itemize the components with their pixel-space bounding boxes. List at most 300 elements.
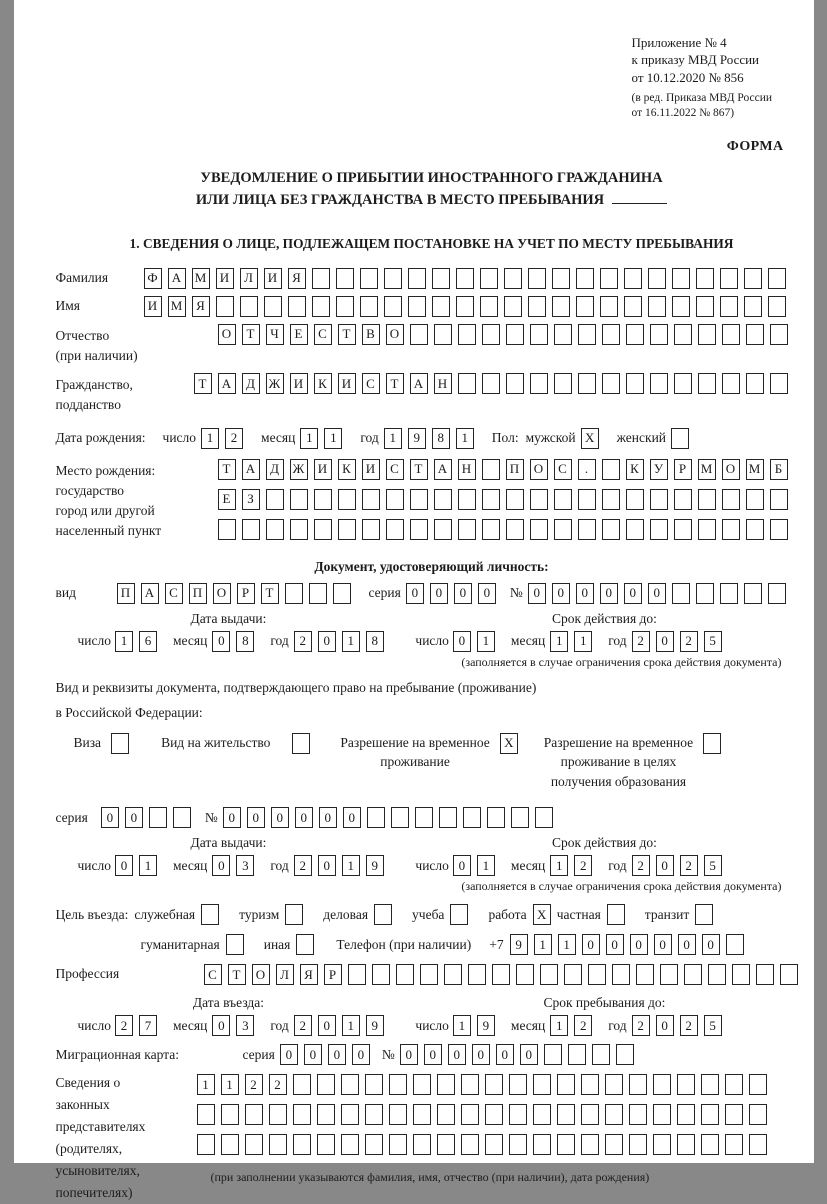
char-cell[interactable]: [780, 964, 798, 985]
char-cell[interactable]: 1: [550, 631, 568, 652]
char-cell[interactable]: [314, 519, 332, 540]
char-cell[interactable]: [245, 1104, 263, 1125]
char-cell[interactable]: 5: [704, 1015, 722, 1036]
char-cell[interactable]: [485, 1074, 503, 1095]
char-cell[interactable]: Т: [218, 459, 236, 480]
char-cell[interactable]: [413, 1074, 431, 1095]
char-cell[interactable]: А: [434, 459, 452, 480]
char-cell[interactable]: 0: [552, 583, 570, 604]
char-cell[interactable]: В: [362, 324, 380, 345]
char-cell[interactable]: [341, 1104, 359, 1125]
char-cell[interactable]: [648, 268, 666, 289]
temp-residence-checkbox[interactable]: [500, 733, 524, 754]
char-cell[interactable]: [173, 807, 191, 828]
purpose-other-checkbox[interactable]: [296, 934, 320, 955]
char-cell[interactable]: [410, 324, 428, 345]
char-cell[interactable]: [264, 296, 282, 317]
char-cell[interactable]: [626, 324, 644, 345]
char-cell[interactable]: [317, 1104, 335, 1125]
char-cell[interactable]: [749, 1104, 767, 1125]
char-cell[interactable]: 0: [101, 807, 119, 828]
char-cell[interactable]: [434, 324, 452, 345]
checkbox-cell[interactable]: [450, 904, 468, 925]
char-cell[interactable]: [221, 1134, 239, 1155]
char-cell[interactable]: [444, 964, 462, 985]
char-cell[interactable]: 0: [280, 1044, 298, 1065]
char-cell[interactable]: 2: [294, 855, 312, 876]
char-cell[interactable]: [554, 489, 572, 510]
char-cell[interactable]: [336, 296, 354, 317]
char-cell[interactable]: 2: [269, 1074, 287, 1095]
char-cell[interactable]: [653, 1104, 671, 1125]
char-cell[interactable]: [602, 489, 620, 510]
char-cell[interactable]: [578, 489, 596, 510]
char-cell[interactable]: [616, 1044, 634, 1065]
char-cell[interactable]: [578, 519, 596, 540]
purpose-business-checkbox[interactable]: [374, 904, 398, 925]
char-cell[interactable]: [698, 373, 716, 394]
char-cell[interactable]: К: [626, 459, 644, 480]
purpose-transit-checkbox[interactable]: [695, 904, 719, 925]
char-cell[interactable]: [365, 1074, 383, 1095]
char-cell[interactable]: [506, 489, 524, 510]
char-cell[interactable]: 8: [366, 631, 384, 652]
char-cell[interactable]: [396, 964, 414, 985]
char-cell[interactable]: 1: [197, 1074, 215, 1095]
checkbox-cell[interactable]: [671, 428, 689, 449]
char-cell[interactable]: [516, 964, 534, 985]
char-cell[interactable]: Р: [237, 583, 255, 604]
citizenship-cells[interactable]: [194, 373, 794, 394]
char-cell[interactable]: 0: [496, 1044, 514, 1065]
char-cell[interactable]: [338, 489, 356, 510]
char-cell[interactable]: [389, 1104, 407, 1125]
char-cell[interactable]: [602, 373, 620, 394]
char-cell[interactable]: [461, 1104, 479, 1125]
char-cell[interactable]: [530, 489, 548, 510]
char-cell[interactable]: 3: [236, 855, 254, 876]
char-cell[interactable]: Б: [770, 459, 788, 480]
char-cell[interactable]: 0: [624, 583, 642, 604]
char-cell[interactable]: [266, 489, 284, 510]
char-cell[interactable]: [600, 268, 618, 289]
char-cell[interactable]: 2: [680, 855, 698, 876]
char-cell[interactable]: Н: [434, 373, 452, 394]
char-cell[interactable]: [437, 1074, 455, 1095]
char-cell[interactable]: 3: [236, 1015, 254, 1036]
checkbox-cell[interactable]: [285, 904, 303, 925]
char-cell[interactable]: 1: [574, 631, 592, 652]
char-cell[interactable]: 0: [318, 1015, 336, 1036]
char-cell[interactable]: 1: [201, 428, 219, 449]
char-cell[interactable]: [672, 268, 690, 289]
char-cell[interactable]: 0: [702, 934, 720, 955]
identity-issue-day-cells[interactable]: [115, 631, 163, 652]
char-cell[interactable]: 1: [139, 855, 157, 876]
char-cell[interactable]: З: [242, 489, 260, 510]
char-cell[interactable]: [726, 934, 744, 955]
char-cell[interactable]: [576, 268, 594, 289]
char-cell[interactable]: А: [168, 268, 186, 289]
purpose-work-checkbox[interactable]: [533, 904, 557, 925]
char-cell[interactable]: [660, 964, 678, 985]
char-cell[interactable]: Ф: [144, 268, 162, 289]
char-cell[interactable]: [533, 1134, 551, 1155]
char-cell[interactable]: Я: [288, 268, 306, 289]
char-cell[interactable]: 2: [632, 1015, 650, 1036]
char-cell[interactable]: 0: [576, 583, 594, 604]
char-cell[interactable]: 9: [477, 1015, 495, 1036]
char-cell[interactable]: И: [314, 459, 332, 480]
char-cell[interactable]: К: [314, 373, 332, 394]
char-cell[interactable]: [362, 519, 380, 540]
char-cell[interactable]: А: [242, 459, 260, 480]
char-cell[interactable]: [511, 807, 529, 828]
char-cell[interactable]: [432, 296, 450, 317]
char-cell[interactable]: А: [410, 373, 428, 394]
char-cell[interactable]: 0: [654, 934, 672, 955]
checkbox-cell[interactable]: [374, 904, 392, 925]
char-cell[interactable]: [557, 1074, 575, 1095]
char-cell[interactable]: М: [168, 296, 186, 317]
char-cell[interactable]: [506, 519, 524, 540]
char-cell[interactable]: 1: [477, 631, 495, 652]
char-cell[interactable]: [269, 1134, 287, 1155]
stay-valid-day-cells[interactable]: [453, 855, 501, 876]
char-cell[interactable]: [672, 583, 690, 604]
char-cell[interactable]: [722, 519, 740, 540]
char-cell[interactable]: У: [650, 459, 668, 480]
char-cell[interactable]: [317, 1134, 335, 1155]
char-cell[interactable]: 0: [125, 807, 143, 828]
char-cell[interactable]: 0: [247, 807, 265, 828]
char-cell[interactable]: 0: [606, 934, 624, 955]
char-cell[interactable]: Ч: [266, 324, 284, 345]
char-cell[interactable]: 0: [318, 855, 336, 876]
char-cell[interactable]: [197, 1104, 215, 1125]
char-cell[interactable]: Н: [458, 459, 476, 480]
char-cell[interactable]: [506, 373, 524, 394]
char-cell[interactable]: [557, 1104, 575, 1125]
char-cell[interactable]: [348, 964, 366, 985]
profession-cells[interactable]: [204, 964, 804, 985]
char-cell[interactable]: [746, 324, 764, 345]
char-cell[interactable]: Д: [242, 373, 260, 394]
char-cell[interactable]: [456, 268, 474, 289]
char-cell[interactable]: 1: [477, 855, 495, 876]
char-cell[interactable]: [410, 489, 428, 510]
char-cell[interactable]: М: [746, 459, 764, 480]
char-cell[interactable]: 0: [472, 1044, 490, 1065]
char-cell[interactable]: [365, 1104, 383, 1125]
char-cell[interactable]: [554, 373, 572, 394]
birth-month-cells[interactable]: [300, 428, 348, 449]
char-cell[interactable]: [242, 519, 260, 540]
char-cell[interactable]: С: [204, 964, 222, 985]
birth-place-cells-row3[interactable]: [218, 519, 794, 540]
surname-cells[interactable]: [144, 268, 792, 289]
char-cell[interactable]: [509, 1074, 527, 1095]
char-cell[interactable]: [269, 1104, 287, 1125]
char-cell[interactable]: [463, 807, 481, 828]
sex-female-checkbox[interactable]: [671, 428, 695, 449]
char-cell[interactable]: [720, 296, 738, 317]
char-cell[interactable]: [410, 519, 428, 540]
char-cell[interactable]: 1: [534, 934, 552, 955]
char-cell[interactable]: 0: [400, 1044, 418, 1065]
char-cell[interactable]: [674, 489, 692, 510]
char-cell[interactable]: [408, 268, 426, 289]
char-cell[interactable]: [746, 373, 764, 394]
char-cell[interactable]: [581, 1104, 599, 1125]
char-cell[interactable]: 1: [384, 428, 402, 449]
char-cell[interactable]: 1: [115, 631, 133, 652]
char-cell[interactable]: [509, 1104, 527, 1125]
char-cell[interactable]: [581, 1074, 599, 1095]
char-cell[interactable]: 0: [319, 807, 337, 828]
char-cell[interactable]: 1: [550, 855, 568, 876]
char-cell[interactable]: [528, 296, 546, 317]
checkbox-cell[interactable]: [226, 934, 244, 955]
char-cell[interactable]: [413, 1104, 431, 1125]
char-cell[interactable]: [245, 1134, 263, 1155]
char-cell[interactable]: [485, 1104, 503, 1125]
stay-valid-month-cells[interactable]: [550, 855, 598, 876]
char-cell[interactable]: [698, 519, 716, 540]
char-cell[interactable]: [605, 1074, 623, 1095]
char-cell[interactable]: [722, 324, 740, 345]
char-cell[interactable]: 0: [520, 1044, 538, 1065]
char-cell[interactable]: О: [252, 964, 270, 985]
checkbox-cell[interactable]: [703, 733, 721, 754]
char-cell[interactable]: [314, 489, 332, 510]
char-cell[interactable]: 5: [704, 631, 722, 652]
char-cell[interactable]: 0: [424, 1044, 442, 1065]
char-cell[interactable]: [674, 373, 692, 394]
char-cell[interactable]: [456, 296, 474, 317]
char-cell[interactable]: Я: [192, 296, 210, 317]
char-cell[interactable]: [653, 1134, 671, 1155]
char-cell[interactable]: [372, 964, 390, 985]
char-cell[interactable]: [389, 1134, 407, 1155]
char-cell[interactable]: Е: [218, 489, 236, 510]
char-cell[interactable]: [506, 324, 524, 345]
stay-issue-year-cells[interactable]: [294, 855, 390, 876]
char-cell[interactable]: 0: [352, 1044, 370, 1065]
char-cell[interactable]: [576, 296, 594, 317]
char-cell[interactable]: 0: [648, 583, 666, 604]
sex-male-checkbox[interactable]: [581, 428, 605, 449]
given-name-cells[interactable]: [144, 296, 792, 317]
char-cell[interactable]: О: [386, 324, 404, 345]
char-cell[interactable]: [650, 324, 668, 345]
char-cell[interactable]: 0: [212, 631, 230, 652]
char-cell[interactable]: Е: [290, 324, 308, 345]
char-cell[interactable]: [434, 489, 452, 510]
entry-year-cells[interactable]: [294, 1015, 390, 1036]
char-cell[interactable]: [266, 519, 284, 540]
identity-valid-day-cells[interactable]: [453, 631, 501, 652]
char-cell[interactable]: 0: [212, 855, 230, 876]
char-cell[interactable]: [482, 519, 500, 540]
char-cell[interactable]: 9: [510, 934, 528, 955]
char-cell[interactable]: [744, 296, 762, 317]
char-cell[interactable]: [530, 373, 548, 394]
char-cell[interactable]: [696, 268, 714, 289]
char-cell[interactable]: [336, 268, 354, 289]
char-cell[interactable]: Т: [194, 373, 212, 394]
char-cell[interactable]: [770, 324, 788, 345]
char-cell[interactable]: П: [506, 459, 524, 480]
char-cell[interactable]: О: [530, 459, 548, 480]
checkbox-cell[interactable]: [695, 904, 713, 925]
char-cell[interactable]: [701, 1074, 719, 1095]
char-cell[interactable]: [338, 519, 356, 540]
char-cell[interactable]: [592, 1044, 610, 1065]
char-cell[interactable]: А: [218, 373, 236, 394]
char-cell[interactable]: 0: [318, 631, 336, 652]
migration-number-cells[interactable]: [400, 1044, 640, 1065]
char-cell[interactable]: С: [362, 373, 380, 394]
char-cell[interactable]: [341, 1134, 359, 1155]
char-cell[interactable]: [240, 296, 258, 317]
char-cell[interactable]: 1: [300, 428, 318, 449]
char-cell[interactable]: 2: [115, 1015, 133, 1036]
migration-series-cells[interactable]: [280, 1044, 376, 1065]
char-cell[interactable]: [554, 519, 572, 540]
purpose-private-checkbox[interactable]: [607, 904, 631, 925]
char-cell[interactable]: 0: [453, 631, 471, 652]
char-cell[interactable]: [197, 1134, 215, 1155]
char-cell[interactable]: И: [362, 459, 380, 480]
char-cell[interactable]: [540, 964, 558, 985]
char-cell[interactable]: [544, 1044, 562, 1065]
checkbox-cell[interactable]: [111, 733, 129, 754]
checkbox-cell[interactable]: [607, 904, 625, 925]
char-cell[interactable]: [708, 964, 726, 985]
char-cell[interactable]: 5: [704, 855, 722, 876]
char-cell[interactable]: [458, 324, 476, 345]
char-cell[interactable]: [384, 296, 402, 317]
char-cell[interactable]: 2: [574, 855, 592, 876]
char-cell[interactable]: [756, 964, 774, 985]
char-cell[interactable]: [698, 489, 716, 510]
char-cell[interactable]: [293, 1134, 311, 1155]
char-cell[interactable]: [629, 1104, 647, 1125]
char-cell[interactable]: 2: [245, 1074, 263, 1095]
char-cell[interactable]: [504, 268, 522, 289]
char-cell[interactable]: [482, 373, 500, 394]
char-cell[interactable]: [749, 1074, 767, 1095]
char-cell[interactable]: М: [698, 459, 716, 480]
char-cell[interactable]: 1: [221, 1074, 239, 1095]
char-cell[interactable]: Ж: [266, 373, 284, 394]
char-cell[interactable]: С: [386, 459, 404, 480]
char-cell[interactable]: [290, 489, 308, 510]
purpose-study-checkbox[interactable]: [450, 904, 474, 925]
identity-issue-year-cells[interactable]: [294, 631, 390, 652]
char-cell[interactable]: [458, 519, 476, 540]
char-cell[interactable]: [482, 324, 500, 345]
char-cell[interactable]: [725, 1104, 743, 1125]
doc-number-cells[interactable]: [528, 583, 792, 604]
char-cell[interactable]: [533, 1104, 551, 1125]
char-cell[interactable]: [408, 296, 426, 317]
char-cell[interactable]: [725, 1134, 743, 1155]
char-cell[interactable]: [770, 373, 788, 394]
char-cell[interactable]: 2: [294, 631, 312, 652]
char-cell[interactable]: 1: [324, 428, 342, 449]
char-cell[interactable]: [602, 459, 620, 480]
checkbox-cell[interactable]: [296, 934, 314, 955]
char-cell[interactable]: 1: [453, 1015, 471, 1036]
char-cell[interactable]: С: [314, 324, 332, 345]
char-cell[interactable]: [696, 583, 714, 604]
char-cell[interactable]: 0: [678, 934, 696, 955]
temp-residence-edu-checkbox[interactable]: [703, 733, 727, 754]
char-cell[interactable]: 0: [223, 807, 241, 828]
char-cell[interactable]: 0: [212, 1015, 230, 1036]
char-cell[interactable]: 0: [295, 807, 313, 828]
char-cell[interactable]: [677, 1074, 695, 1095]
char-cell[interactable]: 1: [342, 855, 360, 876]
checkbox-cell[interactable]: X: [581, 428, 599, 449]
char-cell[interactable]: 0: [478, 583, 496, 604]
char-cell[interactable]: 2: [632, 631, 650, 652]
char-cell[interactable]: 9: [366, 855, 384, 876]
legal-reps-cells-row1[interactable]: [197, 1074, 773, 1095]
char-cell[interactable]: [701, 1134, 719, 1155]
char-cell[interactable]: 0: [656, 631, 674, 652]
purpose-humanitarian-checkbox[interactable]: [226, 934, 250, 955]
char-cell[interactable]: 0: [656, 855, 674, 876]
char-cell[interactable]: [317, 1074, 335, 1095]
char-cell[interactable]: 0: [430, 583, 448, 604]
char-cell[interactable]: [384, 268, 402, 289]
char-cell[interactable]: 2: [680, 631, 698, 652]
checkbox-cell[interactable]: [292, 733, 310, 754]
char-cell[interactable]: [487, 807, 505, 828]
char-cell[interactable]: [461, 1074, 479, 1095]
char-cell[interactable]: С: [165, 583, 183, 604]
char-cell[interactable]: Ж: [290, 459, 308, 480]
char-cell[interactable]: [605, 1104, 623, 1125]
char-cell[interactable]: 0: [453, 855, 471, 876]
char-cell[interactable]: [482, 459, 500, 480]
char-cell[interactable]: [482, 489, 500, 510]
checkbox-cell[interactable]: [201, 904, 219, 925]
birth-year-cells[interactable]: [384, 428, 480, 449]
birth-day-cells[interactable]: [201, 428, 249, 449]
char-cell[interactable]: [588, 964, 606, 985]
visa-checkbox[interactable]: [111, 733, 135, 754]
char-cell[interactable]: Я: [300, 964, 318, 985]
char-cell[interactable]: [360, 296, 378, 317]
char-cell[interactable]: [528, 268, 546, 289]
stay-issue-month-cells[interactable]: [212, 855, 260, 876]
char-cell[interactable]: [293, 1104, 311, 1125]
checkbox-cell[interactable]: X: [500, 733, 518, 754]
char-cell[interactable]: [684, 964, 702, 985]
char-cell[interactable]: О: [213, 583, 231, 604]
char-cell[interactable]: [367, 807, 385, 828]
checkbox-cell[interactable]: X: [533, 904, 551, 925]
char-cell[interactable]: [413, 1134, 431, 1155]
char-cell[interactable]: 1: [558, 934, 576, 955]
birth-place-cells-row2[interactable]: [218, 489, 794, 510]
char-cell[interactable]: [568, 1044, 586, 1065]
char-cell[interactable]: [362, 489, 380, 510]
